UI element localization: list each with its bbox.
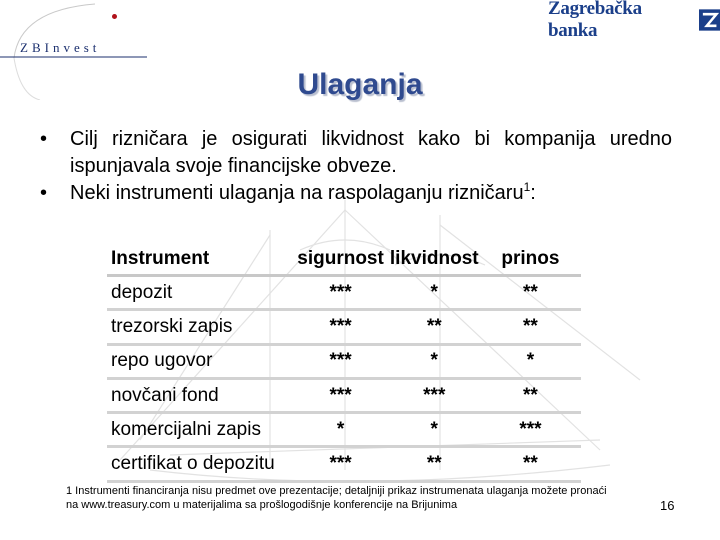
slide-title: Ulaganja xyxy=(297,68,423,101)
table-row xyxy=(107,311,581,345)
bullet-marker: • xyxy=(40,128,48,150)
cell-instrument: novčani fond xyxy=(111,384,219,406)
table-row xyxy=(107,448,581,482)
header-sigurnost: sigurnost xyxy=(297,248,384,269)
header-likvidnost: likvidnost xyxy=(389,248,479,269)
footnote-line-2: na www.treasury.com u materijalima sa prošlogodišnje konferencije na Brijunima xyxy=(66,499,458,511)
page-number: 16 xyxy=(660,498,675,513)
cell-likvidnost: ** xyxy=(426,315,442,337)
logo-red-dot xyxy=(112,14,117,19)
table-row xyxy=(107,380,581,414)
bullet-marker: • xyxy=(40,182,48,204)
cell-instrument: komercijalni zapis xyxy=(111,418,261,440)
table-row xyxy=(107,414,581,448)
footnote-ref: 1 xyxy=(523,180,531,194)
bank-logo-mark-icon xyxy=(699,9,720,31)
cell-sigurnost: *** xyxy=(329,384,352,406)
footnote xyxy=(66,484,666,512)
cell-sigurnost: *** xyxy=(329,453,352,475)
bullet-text-suffix: : xyxy=(530,182,536,204)
bullet-list xyxy=(40,126,672,207)
cell-sigurnost: * xyxy=(336,418,345,440)
cell-prinos: *** xyxy=(519,418,542,440)
bullet-text: Cilj rizničara je osigurati likvidnost kako bi kompanija uredno ispunjavala svoje financijske obveze. xyxy=(70,128,672,177)
bank-name: Zagrebačka banka xyxy=(548,0,642,41)
cell-likvidnost: * xyxy=(430,418,438,440)
cell-sigurnost: *** xyxy=(329,281,352,303)
cell-likvidnost: * xyxy=(430,350,438,372)
cell-prinos: * xyxy=(526,350,535,372)
cell-sigurnost: *** xyxy=(329,350,352,372)
table-row xyxy=(107,277,581,311)
cell-likvidnost: *** xyxy=(423,384,446,406)
bullet-item xyxy=(40,126,672,180)
zbinvest-logo-text: ZBInvest xyxy=(20,40,101,55)
cell-instrument: depozit xyxy=(111,281,173,303)
bullet-text xyxy=(70,180,672,207)
cell-likvidnost: * xyxy=(430,281,438,303)
cell-prinos: ** xyxy=(523,315,538,337)
instruments-table xyxy=(107,244,581,483)
cell-prinos: ** xyxy=(523,384,538,406)
cell-likvidnost: ** xyxy=(426,453,442,475)
table-row xyxy=(107,346,581,380)
header-instrument: Instrument xyxy=(111,248,210,269)
cell-instrument: repo ugovor xyxy=(111,350,213,372)
footnote-line-1: 1 Instrumenti financiranja nisu predmet ove prezentacije; detaljniji prikaz instrumenata ulaganja možete pronaći xyxy=(66,485,607,497)
bullet-item xyxy=(40,180,672,207)
header-prinos: prinos xyxy=(501,248,560,269)
table-header-row xyxy=(107,244,581,277)
cell-instrument: trezorski zapis xyxy=(111,315,233,337)
cell-prinos: ** xyxy=(523,281,538,303)
zagrebacka-banka-logo xyxy=(548,0,720,41)
cell-prinos: ** xyxy=(523,453,538,475)
cell-instrument: certifikat o depozitu xyxy=(111,453,275,475)
cell-sigurnost: *** xyxy=(329,315,352,337)
bullet-text-main: Neki instrumenti ulaganja na raspolaganju rizničaru xyxy=(70,182,524,204)
